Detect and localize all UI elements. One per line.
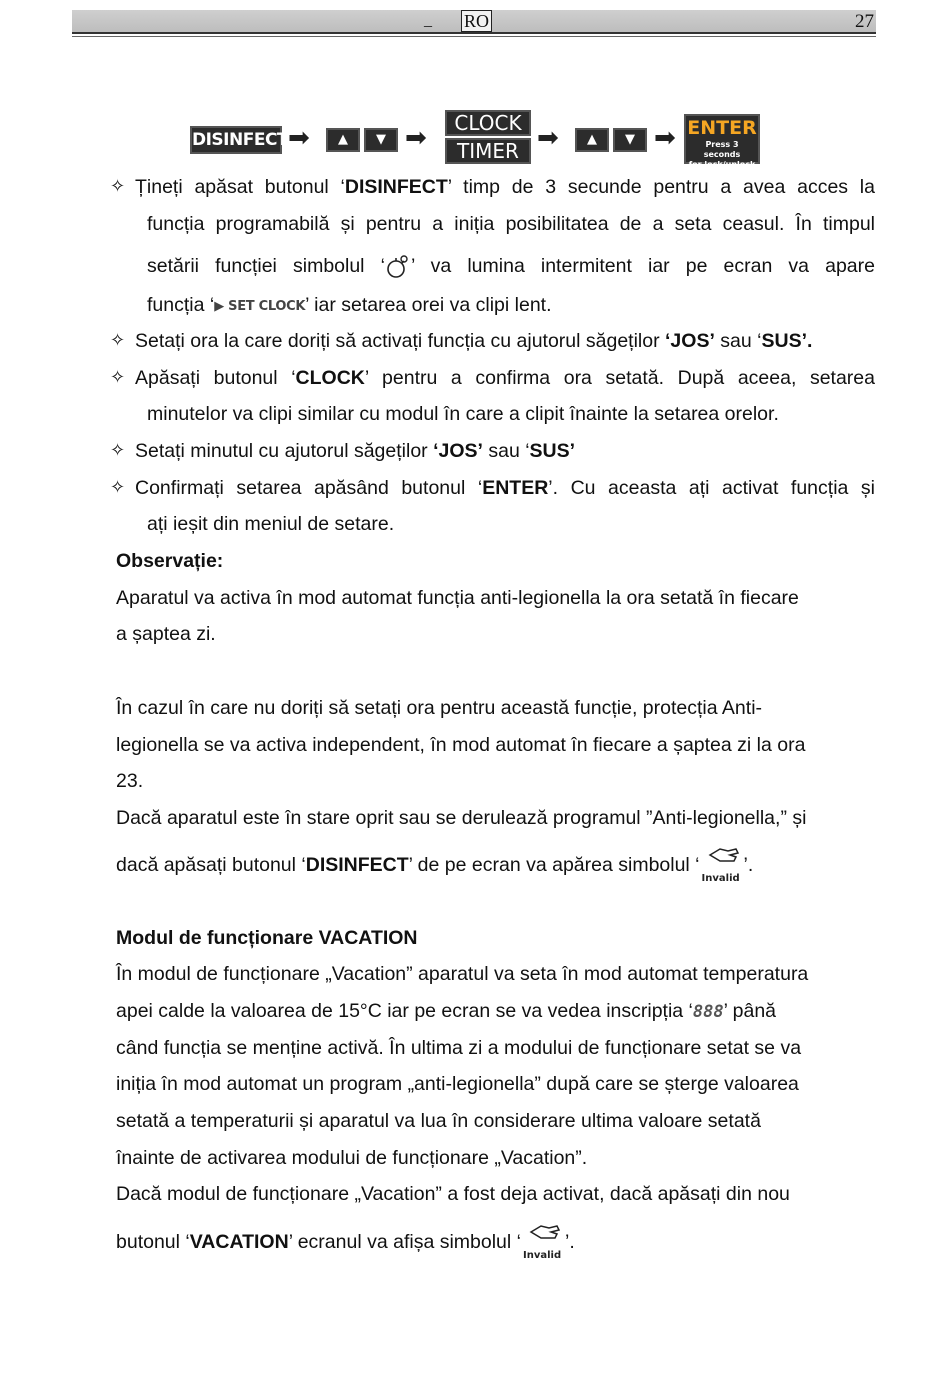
vacation-line-8: butonul ‘VACATION’ ecranul va afișa simbolul ‘ Invalid ’. <box>116 1222 876 1261</box>
step-1-line-4: funcția ‘▶ SET CLOCK’ iar setarea orei va clipi lent. <box>147 287 875 326</box>
set-clock-indicator: ▶ SET CLOCK <box>214 299 306 314</box>
note-line-1: Aparatul va activa în mod automat funcția anti-legionella la ora setată în fiecare <box>116 587 799 609</box>
page-header <box>72 10 876 36</box>
header-rule-thin <box>72 36 876 37</box>
para2-line-5: dacă apăsați butonul ‘DISINFECT’ de pe ecran va apărea simbolul ‘ Invalid ’. <box>116 845 876 884</box>
bullet-icon: ✧ <box>110 330 126 351</box>
para2-line-2: legionella se va activa independent, în mod automat în fiecare a șaptea zi la ora <box>116 734 806 756</box>
up-down-buttons-graphic <box>575 128 649 152</box>
play-triangle-icon: ▶ <box>214 299 224 314</box>
up-arrow-icon: ▲ <box>575 128 609 152</box>
up-down-buttons-graphic <box>326 128 400 152</box>
step-3-line-2: minutelor va clipi similar cu modul în care a clipit înainte la setarea orelor. <box>147 403 779 425</box>
clock-timer-button-graphic <box>445 110 531 164</box>
step-2: Setați ora la care doriți să activați funcția cu ajutorul săgeților ‘JOS’ sau ‘SUS’. <box>135 330 813 352</box>
vacation-line-7: Dacă modul de funcționare „Vacation” a fost deja activat, dacă apăsați din nou <box>116 1183 790 1205</box>
arrow-right-icon: ➡ <box>537 123 559 153</box>
disinfect-button-graphic: DISINFECT <box>190 126 282 154</box>
vacation-line-2: apei calde la valoarea de 15°C iar pe ecran se va vedea inscripția ‘888’ până <box>116 1000 777 1022</box>
down-arrow-icon: ▼ <box>364 128 398 152</box>
vacation-title: Modul de funcționare VACATION <box>116 927 418 949</box>
language-code: RO <box>461 10 492 32</box>
step-4: Setați minutul cu ajutorul săgeților ‘JOS’ sau ‘SUS’ <box>135 440 576 462</box>
note-title: Observație: <box>116 550 224 572</box>
header-rule <box>72 32 876 34</box>
up-arrow-icon: ▲ <box>326 128 360 152</box>
page-number: 27 <box>855 11 874 32</box>
timer-label: TIMER <box>445 138 531 164</box>
vacation-line-1: În modul de funcționare „Vacation” aparatul va seta în mod automat temperatura <box>116 963 809 985</box>
vacation-line-6: înainte de activarea modului de funcționare „Vacation”. <box>116 1147 588 1169</box>
vacation-line-4: iniția în mod automat un program „anti-legionella” după care se șterge valoarea <box>116 1073 799 1095</box>
para2-line-1: În cazul în care nu doriți să setați ora pentru această funcție, protecția Anti- <box>116 697 763 719</box>
step-1-line-1: Țineți apăsat butonul ‘DISINFECT’ timp de 3 secunde pentru a avea acces la <box>135 176 875 198</box>
enter-hint-line2: for lock/unlock <box>688 160 756 169</box>
enter-label: ENTER <box>687 117 757 139</box>
para2-line-3: 23. <box>116 770 144 792</box>
step-5-line-1: Confirmați setarea apăsând butonul ‘ENTER’. Cu aceasta ați activat funcția și <box>135 477 875 499</box>
invalid-symbol: Invalid <box>521 1222 565 1252</box>
bullet-icon: ✧ <box>110 440 126 461</box>
step-3-line-1: Apăsați butonul ‘CLOCK’ pentru a confirma ora setată. După aceea, setarea <box>135 367 875 389</box>
clock-label: CLOCK <box>445 110 531 136</box>
note-line-2: a șaptea zi. <box>116 623 216 645</box>
bullet-icon: ✧ <box>110 477 126 498</box>
down-arrow-icon: ▼ <box>613 128 647 152</box>
vacation-line-5: setată a temperaturii și aparatul va lua în considerare ultima valoare setată <box>116 1110 761 1132</box>
step-1-line-2: funcția programabilă și pentru a iniția posibilitatea de a seta ceasul. În timpul <box>147 213 875 235</box>
enter-hint-line1: Press 3 seconds <box>703 140 741 159</box>
segment-display-888: 888 <box>692 1002 724 1022</box>
vacation-line-3: când funcția se menține activă. În ultima zi a modului de funcționare setat se va <box>116 1037 802 1059</box>
header-dash: _ <box>424 12 432 29</box>
arrow-right-icon: ➡ <box>288 123 310 153</box>
enter-button-graphic <box>684 114 760 169</box>
para2-line-4: Dacă aparatul este în stare oprit sau se derulează programul ”Anti-legionella,” și <box>116 807 807 829</box>
step-1-line-3: setării funcției simbolul ‘ ’ va lumina intermitent iar pe ecran va apare <box>147 248 875 285</box>
bullet-icon: ✧ <box>110 176 126 197</box>
clock-timer-symbol-icon <box>385 254 411 280</box>
bullet-icon: ✧ <box>110 367 126 388</box>
invalid-symbol: Invalid <box>700 845 744 875</box>
button-sequence-diagram <box>190 110 760 169</box>
arrow-right-icon: ➡ <box>654 123 676 153</box>
arrow-right-icon: ➡ <box>405 123 427 153</box>
step-5-line-2: ați ieșit din meniul de setare. <box>147 513 395 535</box>
